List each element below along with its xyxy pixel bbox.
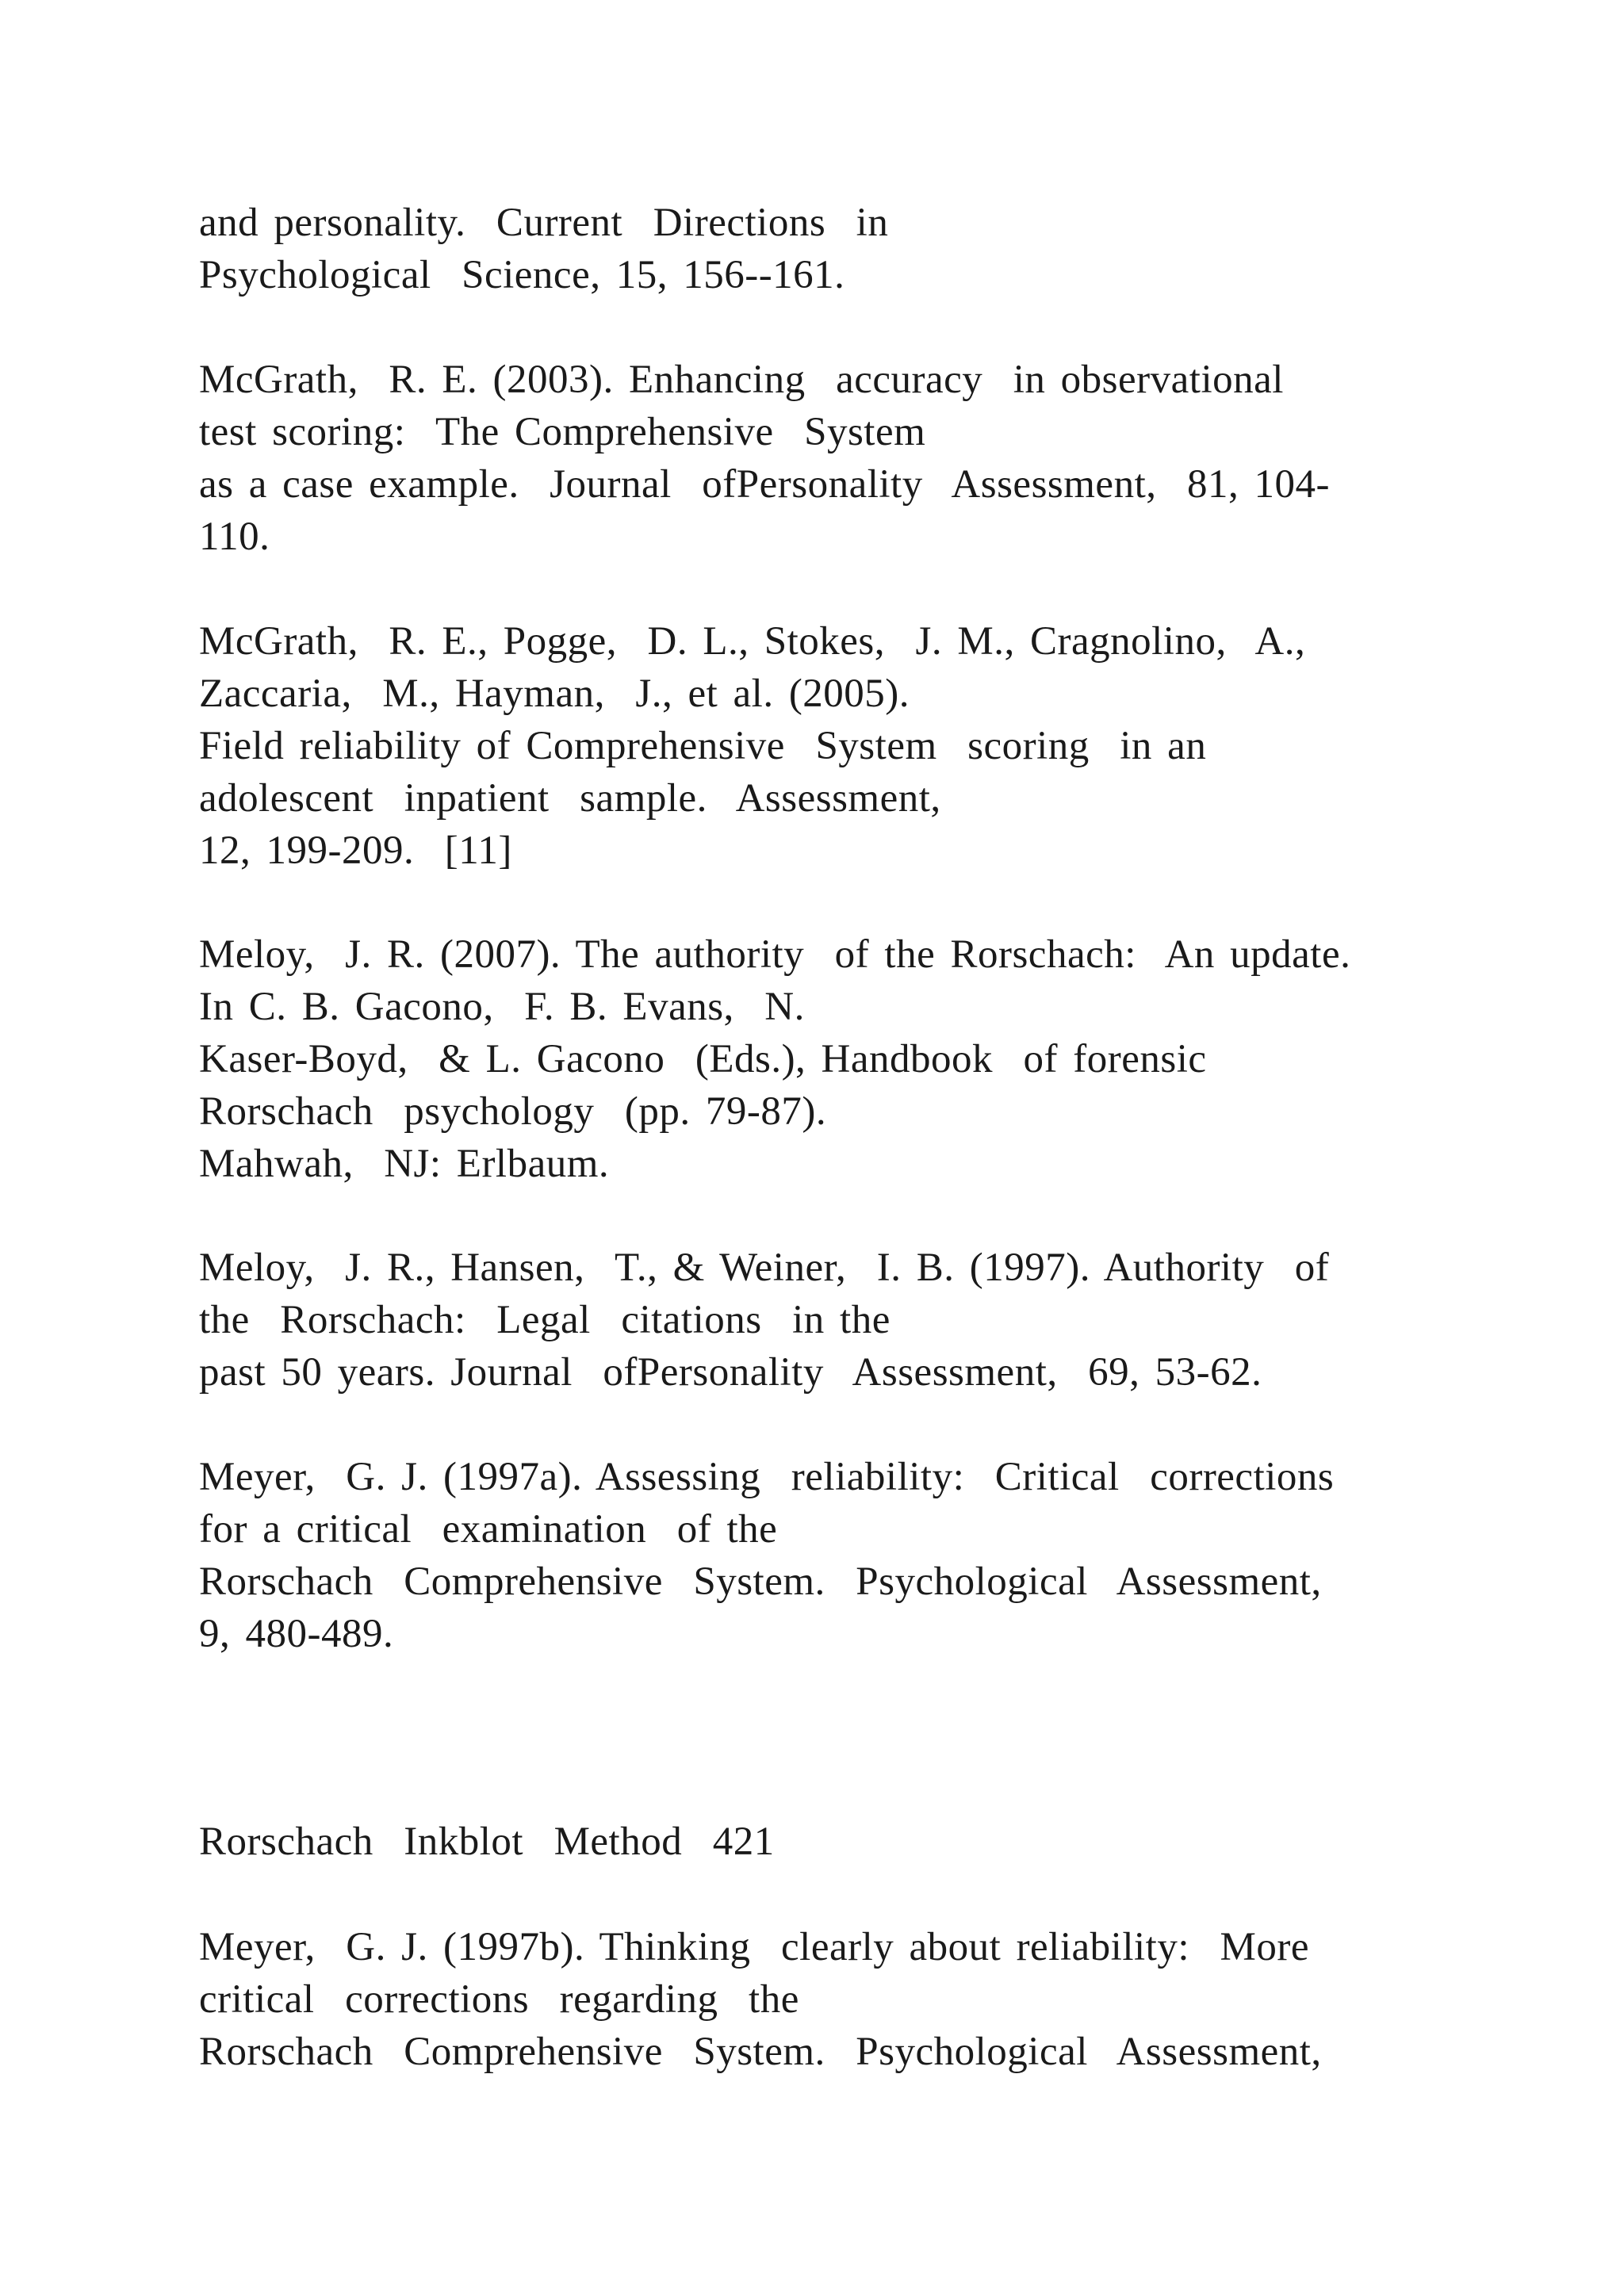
text-line: Mahwah, NJ: Erlbaum. <box>199 1142 610 1186</box>
text-line: Field reliability of Comprehensive System scoring in an <box>199 724 1207 768</box>
text-line: McGrath, R. E., Pogge, D. L., Stokes, J. M., Cragnolino, A., <box>199 619 1306 664</box>
text-line: Meloy, J. R., Hansen, T., & Weiner, I. B. (1997). Authority of <box>199 1246 1330 1290</box>
text-line: 110. <box>199 515 270 559</box>
text-line: Meloy, J. R. (2007). The authority of the Rorschach: An update. <box>199 932 1351 977</box>
text-line: critical corrections regarding the <box>199 1977 799 2022</box>
running-header <box>199 1816 1595 1868</box>
text-line: 12, 199-209. [11] <box>199 828 512 873</box>
reference-meloy-1997 <box>199 1242 1595 1399</box>
reference-mcgrath-2005 <box>199 615 1595 877</box>
text-line: test scoring: The Comprehensive System <box>199 410 926 454</box>
running-header-text: Rorschach Inkblot Method 421 <box>199 1820 775 1864</box>
text-line: adolescent inpatient sample. Assessment, <box>199 776 941 821</box>
reference-meloy-2007 <box>199 928 1595 1190</box>
text-line: Rorschach Comprehensive System. Psychological Assessment, <box>199 1559 1322 1604</box>
reference-meyer-1997b <box>199 1921 1595 2078</box>
text-line: as a case example. Journal ofPersonality Assessment, 81, 104- <box>199 462 1330 507</box>
text-line: In C. B. Gacono, F. B. Evans, N. <box>199 985 805 1029</box>
text-line: and personality. Current Directions in <box>199 201 889 245</box>
text-line: 9, 480-489. <box>199 1612 394 1656</box>
reference-continuation <box>199 197 1595 301</box>
text-line: Rorschach Comprehensive System. Psychological Assessment, <box>199 2030 1322 2074</box>
text-line: Meyer, G. J. (1997b). Thinking clearly about reliability: More <box>199 1925 1309 1969</box>
text-line: Psychological Science, 15, 156--161. <box>199 253 845 297</box>
reference-mcgrath-2003 <box>199 354 1595 563</box>
text-line: Zaccaria, M., Hayman, J., et al. (2005). <box>199 672 910 716</box>
text-line: Meyer, G. J. (1997a). Assessing reliability: Critical corrections <box>199 1455 1335 1499</box>
text-line: for a critical examination of the <box>199 1507 778 1552</box>
text-line: the Rorschach: Legal citations in the <box>199 1298 891 1342</box>
text-line: Kaser-Boyd, & L. Gacono (Eds.), Handbook of forensic <box>199 1037 1207 1081</box>
reference-meyer-1997a <box>199 1451 1595 1660</box>
text-line: McGrath, R. E. (2003). Enhancing accuracy in observational <box>199 358 1284 402</box>
text-line: past 50 years. Journal ofPersonality Assessment, 69, 53-62. <box>199 1350 1262 1395</box>
text-line: Rorschach psychology (pp. 79-87). <box>199 1089 827 1134</box>
